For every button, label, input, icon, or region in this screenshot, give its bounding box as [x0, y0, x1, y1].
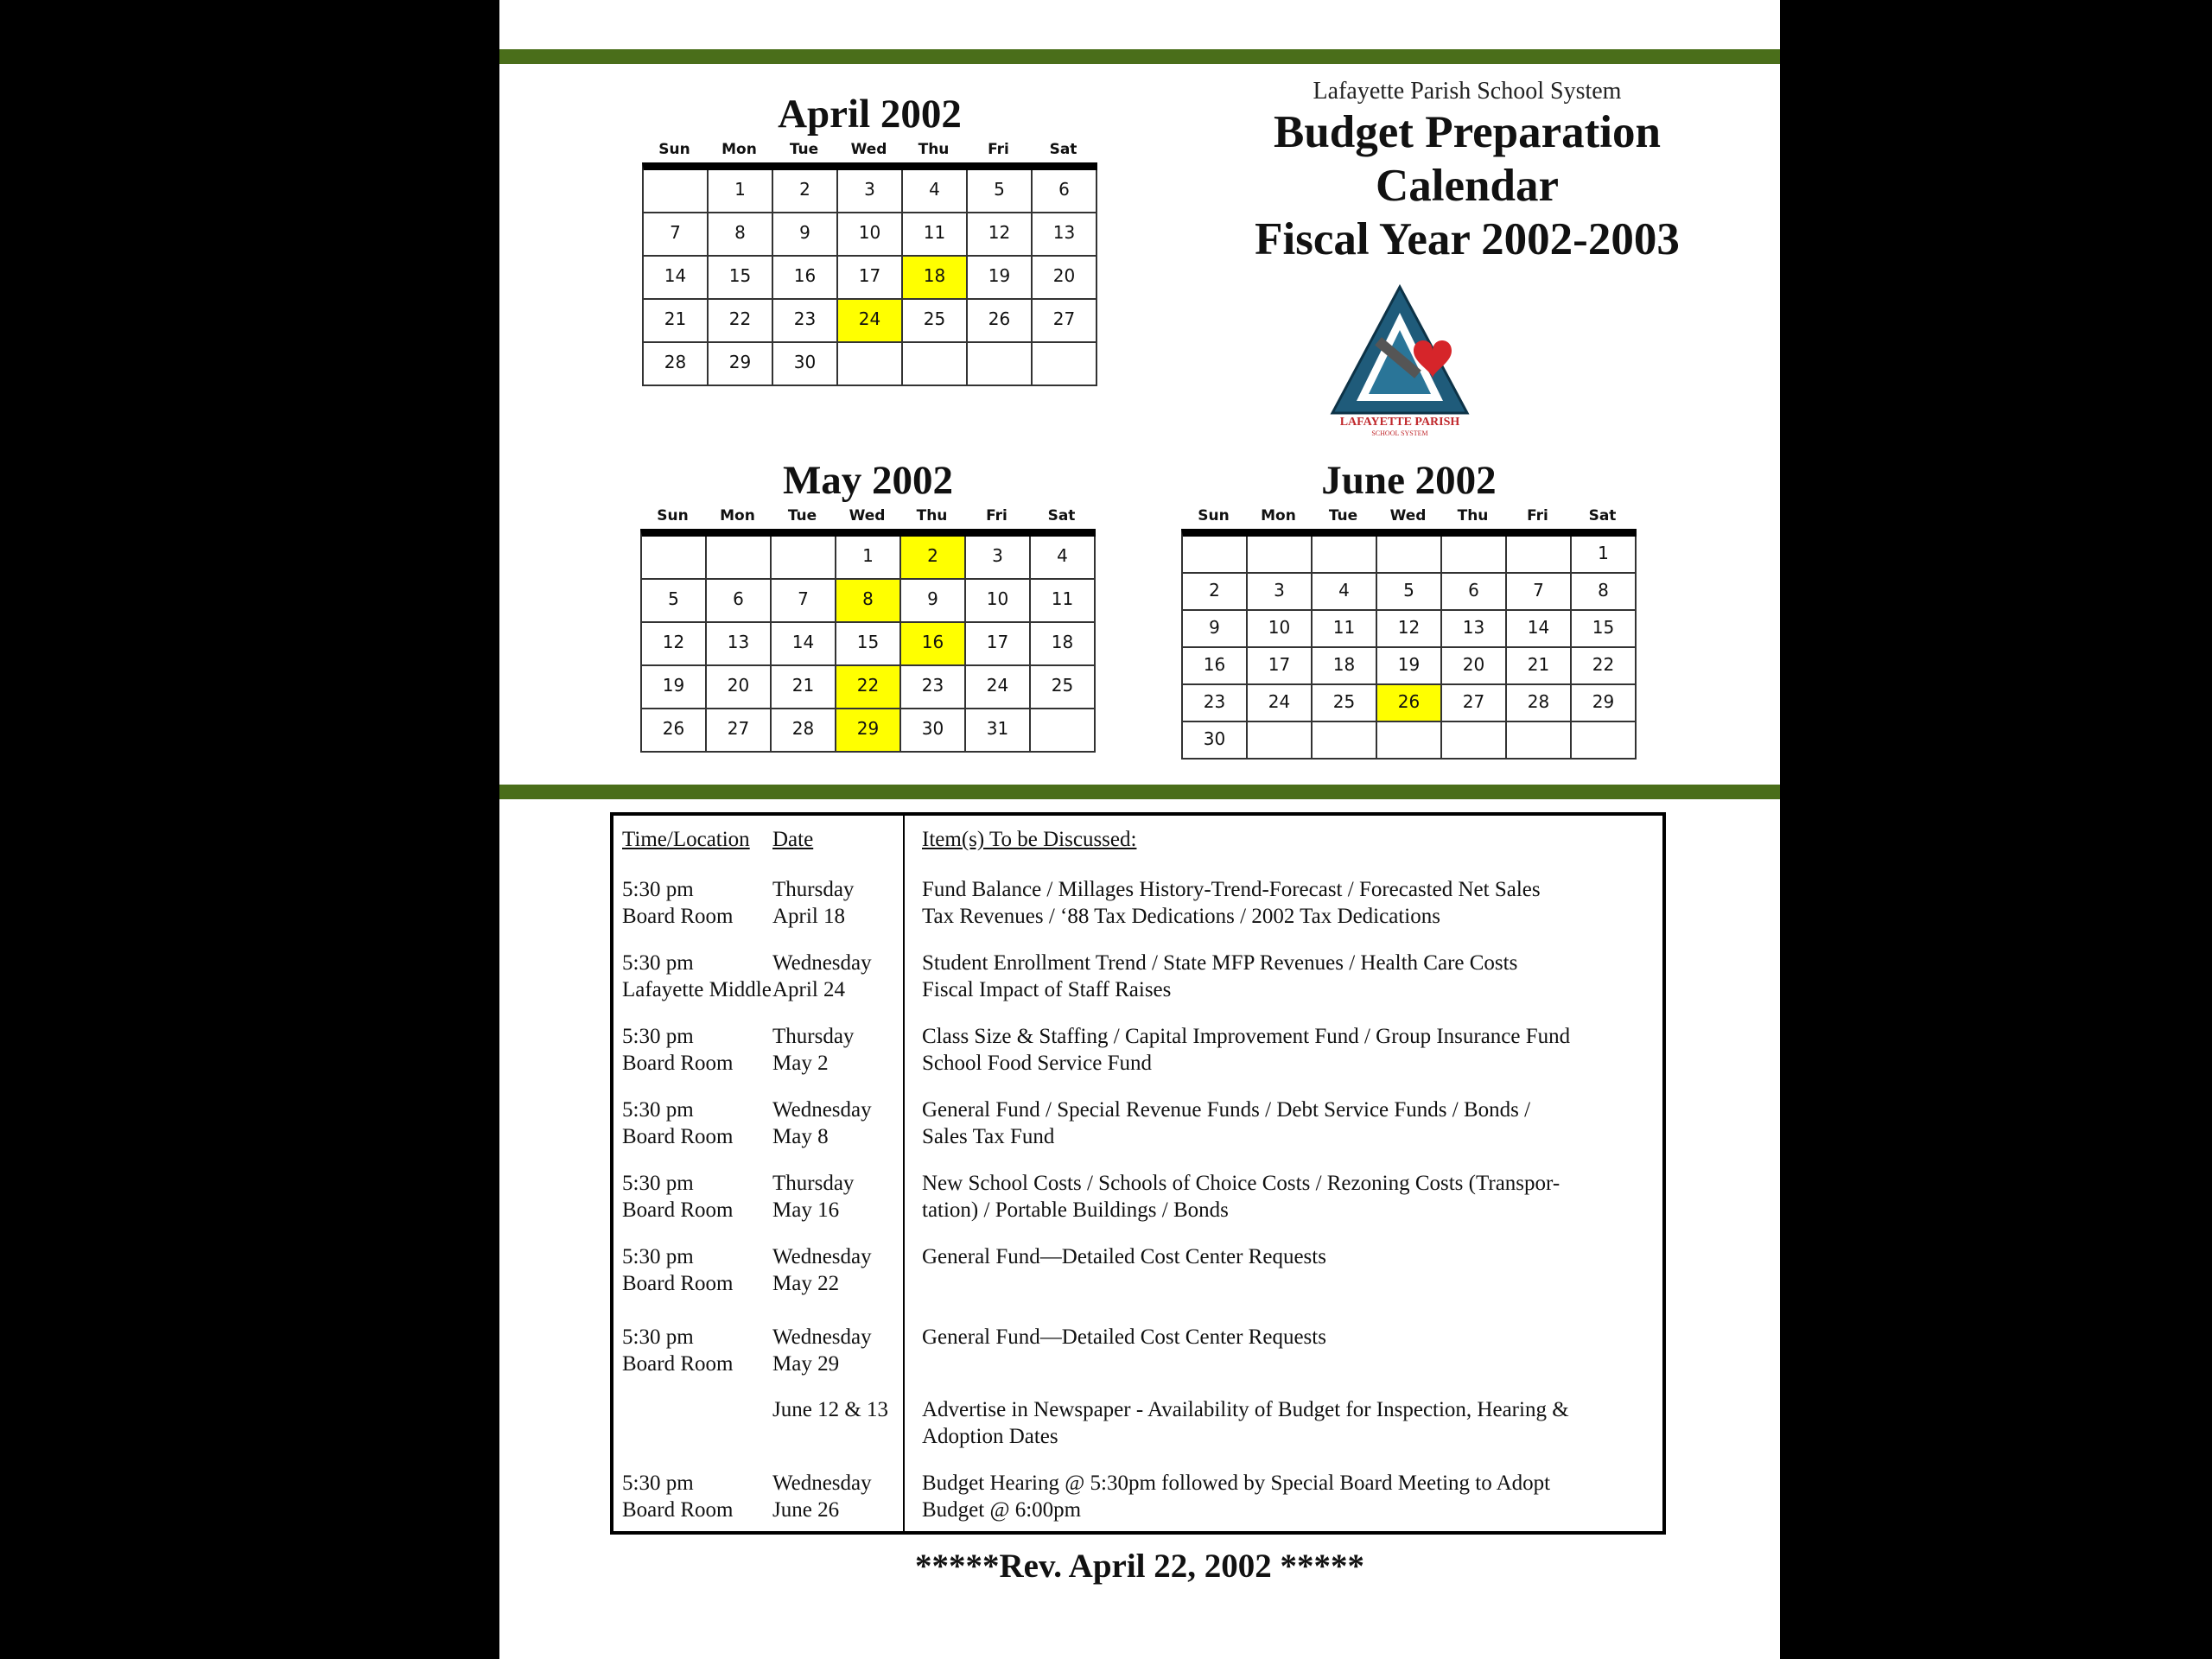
meeting-date-line: Thursday — [772, 1172, 855, 1195]
calendar-day: 14 — [772, 623, 836, 666]
schedule-table — [610, 812, 1666, 1535]
time-location-line: Board Room — [622, 1052, 734, 1075]
weekday-label: Sun — [658, 141, 690, 158]
calendar-day: 27 — [1033, 300, 1097, 343]
calendar-day: 27 — [1442, 685, 1507, 722]
time-location-line: Board Room — [622, 1272, 734, 1295]
school-system-logo — [1329, 283, 1471, 437]
meeting-date-line: May 16 — [772, 1198, 840, 1222]
discussion-items — [922, 1324, 1648, 1351]
meeting-date — [772, 1170, 911, 1224]
time-location-line: 5:30 pm — [622, 878, 694, 901]
calendar-day: 3 — [838, 170, 903, 213]
header-date: Date — [772, 828, 814, 851]
weekday-label: Tue — [1328, 507, 1358, 524]
calendar-day: 9 — [901, 580, 966, 623]
org-name: Lafayette Parish School System — [1313, 78, 1622, 105]
calendar-day-highlighted: 22 — [836, 666, 901, 709]
calendar-empty-cell — [1442, 722, 1507, 760]
calendar-day: 23 — [773, 300, 838, 343]
calendar-day: 6 — [1033, 170, 1097, 213]
weekday-label: Mon — [720, 507, 755, 524]
time-location-line: Board Room — [622, 1198, 734, 1222]
meeting-date — [772, 1396, 911, 1423]
calendar-day: 15 — [709, 257, 773, 300]
calendar-day: 24 — [966, 666, 1031, 709]
discussion-items-line: General Fund—Detailed Cost Center Requests — [922, 1245, 1326, 1268]
meeting-date-line: May 29 — [772, 1352, 840, 1376]
calendar-day: 22 — [1572, 648, 1637, 685]
calendar-day: 18 — [1031, 623, 1096, 666]
logo-subtext: SCHOOL SYSTEM — [1371, 429, 1428, 437]
calendar-day-highlighted: 8 — [836, 580, 901, 623]
meeting-date-line: Wednesday — [772, 1471, 872, 1495]
calendar-empty-cell — [1377, 722, 1442, 760]
calendar-day: 5 — [642, 580, 707, 623]
calendar-title: April 2002 — [778, 92, 962, 137]
meeting-date — [772, 1096, 911, 1150]
calendar-empty-cell — [903, 343, 968, 386]
calendar-day-highlighted: 18 — [903, 257, 968, 300]
discussion-items-line: Class Size & Staffing / Capital Improvement Fund / Group Insurance Fund — [922, 1025, 1571, 1048]
calendar-day: 23 — [901, 666, 966, 709]
weekday-label: Mon — [721, 141, 757, 158]
calendar-day: 31 — [966, 709, 1031, 753]
calendar-day: 11 — [1031, 580, 1096, 623]
calendar-day: 10 — [966, 580, 1031, 623]
calendar-day-highlighted: 29 — [836, 709, 901, 753]
weekday-label: Fri — [1527, 507, 1548, 524]
discussion-items — [922, 1023, 1648, 1077]
calendar-day: 29 — [709, 343, 773, 386]
calendar-day: 2 — [773, 170, 838, 213]
discussion-items — [922, 1470, 1648, 1523]
calendar-day: 23 — [1183, 685, 1248, 722]
discussion-items — [922, 1396, 1648, 1450]
calendar-day: 6 — [707, 580, 772, 623]
calendar-day: 13 — [1033, 213, 1097, 257]
discussion-items-line: tation) / Portable Buildings / Bonds — [922, 1198, 1229, 1222]
calendar-day: 13 — [707, 623, 772, 666]
discussion-items-line: Fiscal Impact of Staff Raises — [922, 978, 1172, 1001]
calendar-day: 4 — [903, 170, 968, 213]
calendar-day: 21 — [644, 300, 709, 343]
weekday-label: Thu — [918, 141, 950, 158]
calendar-day: 1 — [709, 170, 773, 213]
weekday-header — [642, 137, 1097, 162]
calendar-empty-cell — [1313, 537, 1377, 574]
calendar-day-highlighted: 16 — [901, 623, 966, 666]
calendar-title: June 2002 — [1321, 458, 1497, 503]
weekday-label: Mon — [1261, 507, 1296, 524]
calendar-day: 15 — [1572, 611, 1637, 648]
weekday-label: Sun — [657, 507, 689, 524]
calendar-empty-cell — [838, 343, 903, 386]
top-green-rule — [499, 49, 1780, 64]
calendar-empty-cell — [1183, 537, 1248, 574]
time-location-line: Lafayette Middle — [622, 978, 772, 1001]
weekday-label: Fri — [988, 141, 1009, 158]
meeting-date-line: June 26 — [772, 1498, 840, 1522]
calendar-day: 1 — [1572, 537, 1637, 574]
meeting-date — [772, 1470, 911, 1523]
title-line-2: Calendar — [1376, 161, 1559, 211]
calendar-empty-cell — [1442, 537, 1507, 574]
calendar-empty-cell — [644, 170, 709, 213]
weekday-label: Fri — [986, 507, 1007, 524]
weekday-label: Sat — [1047, 507, 1076, 524]
calendar-empty-cell — [1031, 709, 1096, 753]
calendar-day: 9 — [773, 213, 838, 257]
calendar-day: 19 — [642, 666, 707, 709]
discussion-items-line: Budget @ 6:00pm — [922, 1498, 1082, 1522]
discussion-items — [922, 1243, 1648, 1270]
calendar-day: 30 — [901, 709, 966, 753]
discussion-items — [922, 1170, 1648, 1224]
calendar-empty-cell — [1507, 537, 1572, 574]
calendar-empty-cell — [642, 537, 707, 580]
calendar-day: 19 — [1377, 648, 1442, 685]
weekday-label: Thu — [916, 507, 948, 524]
calendar-empty-cell — [1248, 722, 1313, 760]
calendar-day: 17 — [1248, 648, 1313, 685]
calendar-empty-cell — [1313, 722, 1377, 760]
calendar-june — [1181, 458, 1637, 760]
calendar-day: 5 — [968, 170, 1033, 213]
discussion-items-line: Fund Balance / Millages History-Trend-Forecast / Forecasted Net Sales — [922, 878, 1541, 901]
discussion-items-line: Sales Tax Fund — [922, 1125, 1055, 1148]
meeting-date-line: Wednesday — [772, 1098, 872, 1122]
calendar-day: 30 — [773, 343, 838, 386]
calendar-day: 25 — [1313, 685, 1377, 722]
calendar-day: 10 — [838, 213, 903, 257]
calendar-day: 16 — [1183, 648, 1248, 685]
calendar-day: 20 — [1033, 257, 1097, 300]
weekday-header — [640, 503, 1096, 529]
weekday-label: Wed — [1389, 507, 1427, 524]
calendar-day: 7 — [772, 580, 836, 623]
calendar-day: 7 — [644, 213, 709, 257]
weekday-label: Sat — [1588, 507, 1617, 524]
meeting-date-line: April 18 — [772, 905, 846, 928]
calendar-day: 10 — [1248, 611, 1313, 648]
calendar-day-highlighted: 26 — [1377, 685, 1442, 722]
time-location-line: 5:30 pm — [622, 1325, 694, 1349]
calendar-day: 1 — [836, 537, 901, 580]
calendar-day: 3 — [966, 537, 1031, 580]
meeting-date-line: Wednesday — [772, 951, 872, 975]
calendar-day: 19 — [968, 257, 1033, 300]
time-location-line: 5:30 pm — [622, 951, 694, 975]
discussion-items-line: New School Costs / Schools of Choice Costs / Rezoning Costs (Transpor- — [922, 1172, 1560, 1195]
calendar-day: 24 — [1248, 685, 1313, 722]
calendar-day: 29 — [1572, 685, 1637, 722]
calendar-day: 11 — [1313, 611, 1377, 648]
discussion-items-line: Adoption Dates — [922, 1425, 1058, 1448]
title-line-1: Budget Preparation — [1273, 107, 1662, 157]
calendar-day: 21 — [772, 666, 836, 709]
discussion-items — [922, 1096, 1648, 1150]
weekday-label: Wed — [849, 507, 886, 524]
calendar-april — [642, 92, 1097, 386]
title-block — [1165, 78, 1770, 266]
calendar-day: 25 — [1031, 666, 1096, 709]
time-location-line: Board Room — [622, 1498, 734, 1522]
meeting-date-line: Thursday — [772, 1025, 855, 1048]
time-location-line: Board Room — [622, 1125, 734, 1148]
time-location-line: Board Room — [622, 905, 734, 928]
calendar-day: 18 — [1313, 648, 1377, 685]
meeting-date-line: May 22 — [772, 1272, 840, 1295]
discussion-items-line: School Food Service Fund — [922, 1052, 1152, 1075]
calendar-empty-cell — [1248, 537, 1313, 574]
weekday-header — [1181, 503, 1637, 529]
calendar-title: May 2002 — [782, 458, 954, 503]
calendar-day: 12 — [1377, 611, 1442, 648]
calendar-day: 3 — [1248, 574, 1313, 611]
meeting-date-line: Wednesday — [772, 1325, 872, 1349]
title-line-3: Fiscal Year 2002-2003 — [1255, 214, 1680, 264]
revision-footer: *****Rev. April 22, 2002 ***** — [914, 1548, 1364, 1585]
calendar-day: 22 — [709, 300, 773, 343]
discussion-items — [922, 876, 1648, 930]
calendar-day: 6 — [1442, 574, 1507, 611]
calendar-empty-cell — [1377, 537, 1442, 574]
calendar-day: 5 — [1377, 574, 1442, 611]
calendar-day: 30 — [1183, 722, 1248, 760]
meeting-date — [772, 950, 911, 1003]
document-page — [499, 0, 1780, 1659]
calendar-day: 26 — [968, 300, 1033, 343]
calendar-empty-cell — [707, 537, 772, 580]
calendar-day: 17 — [966, 623, 1031, 666]
discussion-items-line: General Fund—Detailed Cost Center Requests — [922, 1325, 1326, 1349]
calendar-empty-cell — [968, 343, 1033, 386]
calendar-day-highlighted: 24 — [838, 300, 903, 343]
calendar-empty-cell — [1507, 722, 1572, 760]
calendar-empty-cell — [1033, 343, 1097, 386]
calendar-empty-cell — [1572, 722, 1637, 760]
logo-text: LAFAYETTE PARISH — [1339, 416, 1460, 429]
calendar-day: 21 — [1507, 648, 1572, 685]
meeting-date — [772, 876, 911, 930]
calendar-day: 25 — [903, 300, 968, 343]
weekday-label: Tue — [789, 141, 819, 158]
weekday-label: Wed — [850, 141, 887, 158]
discussion-items-line: General Fund / Special Revenue Funds / Debt Service Funds / Bonds / — [922, 1098, 1531, 1122]
meeting-date — [772, 1324, 911, 1377]
calendar-day: 11 — [903, 213, 968, 257]
time-location-line: Board Room — [622, 1352, 734, 1376]
calendar-day: 13 — [1442, 611, 1507, 648]
calendar-day: 17 — [838, 257, 903, 300]
weekday-label: Sat — [1049, 141, 1077, 158]
calendar-day: 26 — [642, 709, 707, 753]
calendar-day: 9 — [1183, 611, 1248, 648]
meeting-date-line: May 8 — [772, 1125, 829, 1148]
weekday-label: Tue — [787, 507, 817, 524]
time-location-line: 5:30 pm — [622, 1025, 694, 1048]
discussion-items-line: Advertise in Newspaper - Availability of Budget for Inspection, Hearing & — [922, 1398, 1569, 1421]
time-location-line: 5:30 pm — [622, 1172, 694, 1195]
calendar-day: 8 — [709, 213, 773, 257]
calendar-day: 12 — [642, 623, 707, 666]
calendar-grid — [642, 162, 1097, 386]
calendar-day: 20 — [1442, 648, 1507, 685]
meeting-date-line: April 24 — [772, 978, 846, 1001]
calendar-may — [640, 458, 1096, 753]
calendar-day: 27 — [707, 709, 772, 753]
calendar-day: 14 — [1507, 611, 1572, 648]
calendar-day: 28 — [1507, 685, 1572, 722]
calendar-day: 12 — [968, 213, 1033, 257]
discussion-items-line: Tax Revenues / ‘88 Tax Dedications / 2002 Tax Dedications — [922, 905, 1440, 928]
discussion-items — [922, 950, 1648, 1003]
discussion-items-line: Budget Hearing @ 5:30pm followed by Special Board Meeting to Adopt — [922, 1471, 1551, 1495]
calendar-day: 28 — [772, 709, 836, 753]
calendar-day: 14 — [644, 257, 709, 300]
time-location-line: 5:30 pm — [622, 1245, 694, 1268]
calendar-day-highlighted: 2 — [901, 537, 966, 580]
time-location-line: 5:30 pm — [622, 1098, 694, 1122]
time-location-line: 5:30 pm — [622, 1471, 694, 1495]
discussion-items-line: Student Enrollment Trend / State MFP Revenues / Health Care Costs — [922, 951, 1518, 975]
calendar-day: 16 — [773, 257, 838, 300]
middle-green-rule — [499, 785, 1780, 799]
calendar-grid — [640, 529, 1096, 753]
calendar-day: 7 — [1507, 574, 1572, 611]
calendar-day: 2 — [1183, 574, 1248, 611]
meeting-date-line: May 2 — [772, 1052, 829, 1075]
calendar-empty-cell — [772, 537, 836, 580]
weekday-label: Sun — [1198, 507, 1230, 524]
calendar-grid — [1181, 529, 1637, 760]
meeting-date-line: Wednesday — [772, 1245, 872, 1268]
header-time-location: Time/Location — [622, 828, 750, 851]
weekday-label: Thu — [1457, 507, 1489, 524]
calendar-day: 4 — [1313, 574, 1377, 611]
meeting-date-line: Thursday — [772, 878, 855, 901]
calendar-day: 20 — [707, 666, 772, 709]
calendar-day: 28 — [644, 343, 709, 386]
meeting-date-line: June 12 & 13 — [772, 1398, 889, 1421]
calendar-day: 15 — [836, 623, 901, 666]
calendar-day: 8 — [1572, 574, 1637, 611]
meeting-date — [772, 1023, 911, 1077]
meeting-date — [772, 1243, 911, 1297]
calendar-day: 4 — [1031, 537, 1096, 580]
header-items: Item(s) To be Discussed: — [922, 828, 1137, 851]
